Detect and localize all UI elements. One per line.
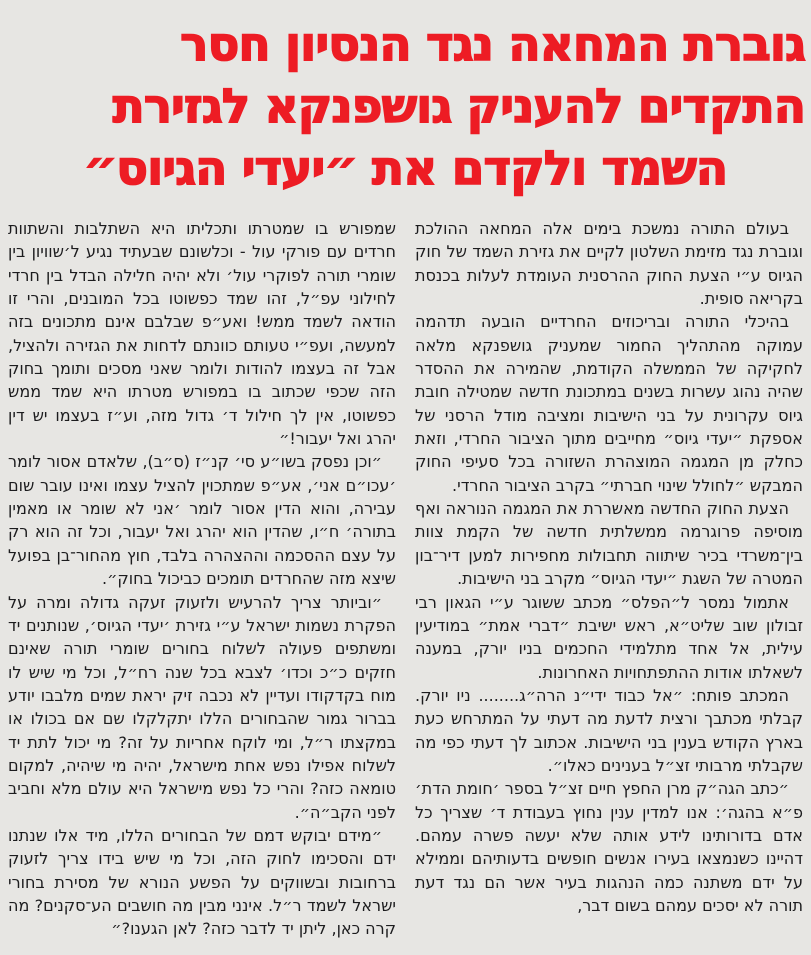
article-paragraph: ״וביותר צריך להרעיש ולזעוק זעקה גדולה ומרה על הפקרת נשמות ישראל ע״י גזירת ׳יעדי הגיוס׳, שנותנים יד ומשתפים פעולה לשלוח בחורים שומרי תורה שאינם חזקים כ״כ וכדו׳ לצבא בכל שנה רח״ל, וכל מי שיש לו מוח בקדקודו ועדיין לא נכבה זיק יראת שמים מלבבו יודע בברור גמור שהבחורים הללו יתקלקלו שם אם בכולו או במקצתו ר״ל, ומי לוקח אחריות על זה? מי יכול לתת יד לשלוח אפילו נפש אחת מישראל, יהיה מי שיהיה, למקום טומאה כזה? והרי כל נפש מישראל היא עולם מלא וחביב לפני הקב״ה״. (8, 592, 396, 822)
article-paragraph: המכתב פותח: ״אל כבוד ידי״נ הרה״ג........ ניו יורק. קבלתי מכתבך ורצית לדעת מה דעתי על המתרחש כעת בארץ הקודש בענין בני הישיבות. אכתוב לך דעתי כפי מה שקבלתי מרבותי זצ״ל בענינים כאלו״. (415, 685, 803, 775)
article-paragraph: ״וכן נפסק בשו״ע סי׳ קנ״ז (ס״ב), שלאדם אסור לומר ׳עכו״ם אני׳, אע״פ שמתכוין להציל עצמו ואינו עובר שום עבירה, והוא הדין אסור לומר ׳אני לא שומר או מאמין בתורה׳ ח״ו, שהדין הוא יהרג ואל יעבור, וכל זה הוא רק על עצם ההסכמה וההצהרה בלבד, חוץ מהחור־בן בפועל שיצא מזה שהחרדים תומכים כביכול בחוק״. (8, 452, 396, 589)
article-paragraph: ״מידם יבוקש דמם של הבחורים הללו, מיד אלו שנתנו ידם והסכימו לחוק הזה, וכל מי שיש בידו צריך לזעוק ברחובות ובשווקים על הפשע הנורא של מסירת בחורי ישראל לשמד ר״ל. אינני מבין מה חושבים הע־סקנים? מה קרה כאן, ליתן יד לדבר כזה? לאן הגענו?״ (8, 825, 396, 939)
article-paragraph: אתמול נמסר ל״הפלס״ מכתב ששוגר ע״י הגאון רבי זבולון שוב שליט״א, ראש ישיבת ״דברי אמת״ במודיעין עילית, אל אחד מתלמידי החכמים בניו יורק, במענה לשאלתו אודות ההתפתחויות האחרונות. (415, 592, 803, 682)
article-paragraph: בהיכלי התורה ובריכוזים החרדיים הובעה תדהמה עמוקה מהתהליך החמור שמעניק גושפנקא מלאה לחקיקה של הממשלה הקודמת, שהמירה את ההסדר שהיה נהוג עשרות בשנים במתכונת חדשה שמטילה חובת גיוס עקרונית על בני הישיבות ומציבה מודל הרסני של אספקת ״יעדי גיוס״ מחייבים מתוך הציבור החרדי, וזאת כחלק מן המגמה המוצהרת השזורה בכל סעיפי החוק המבקש ״לחולל שינוי חברתי״ בקרב הציבור החרדי. (415, 312, 803, 495)
headline-line-3: השמד ולקדם את ״יעדי הגיוס״ (83, 141, 728, 196)
article-body (0, 217, 811, 949)
headline-line-2: התקדים להעניק גושפנקא לגזירת (112, 79, 805, 134)
article-paragraph: הצעת החוק החדשה מאשררת את המגמה הנוראה ואף מוסיפה פרוגרמה ממשלתית חדשה של הקמת צוות בין־משרדי בכיר שיתווה תחבולות מחפירות למען דיר־בון המטרה של השגת ״יעדי הגיוס״ מקרב בני הישיבות. (415, 499, 803, 589)
article-paragraph: ״כתב הגה״ק מרן החפץ חיים זצ״ל בספר ׳חומת הדת׳ פ״א בהגה׳: אנו למדין ענין נחוץ בעבודת ד׳ שצריך כל אדם בדורותינו לידע אותה שלא יעשה פשרה עמהם. דהיינו כשנמצאו בעירו אנשים חופשים בדעותיהם וממילא על ידם משתנה כמה הנהגות בעיר אשר הם נגד דעת תורה לא יסכים עמהם בשום דבר, (415, 779, 803, 915)
article-paragraph: בעולם התורה נמשכת בימים אלה המחאה ההולכת וגוברת נגד מזימת השלטון לקיים את גזירת השמד של חוק הגיוס ע״י הצעת החוק ההרסנית העומדת לעלות בכנסת בקריאה סופית. (415, 219, 803, 309)
article-headline (0, 0, 811, 200)
article-paragraph: שמפורש בו שמטרתו ותכליתו היא השתלבות והשתוות חרדים עם פורקי עול - וכלשונם שבעתיד נגיע ל׳שוויון בין שומרי תורה לפוקרי עול׳ ולא יהיה חלילה הבדל בין חרדי לחילוני עפ״ל, זהו שמד כפשוטו בכל המובנים, והרי זו הודאה לשמד ממש! ואע״פ שבלבם אינם מתכונים בזה למעשה, ועפ״י טעותם כוונתם לדחות את הגזירה ולהציל, אבל זה בעצמו להודות ולומר שאני מסכים ותומך בחוק הזה שכפי שכתוב בו במפורש מטרתו היא שמד ממש כפשוטו, אין לך חילול ד׳ גדול מזה, וע״ז בעצמו יש דין יהרג ואל יעבור!״ (8, 219, 396, 449)
article-column-right (415, 217, 803, 949)
headline-line-1: גוברת המחאה נגד הנסיון חסר (180, 17, 805, 72)
article-column-left (8, 217, 396, 949)
